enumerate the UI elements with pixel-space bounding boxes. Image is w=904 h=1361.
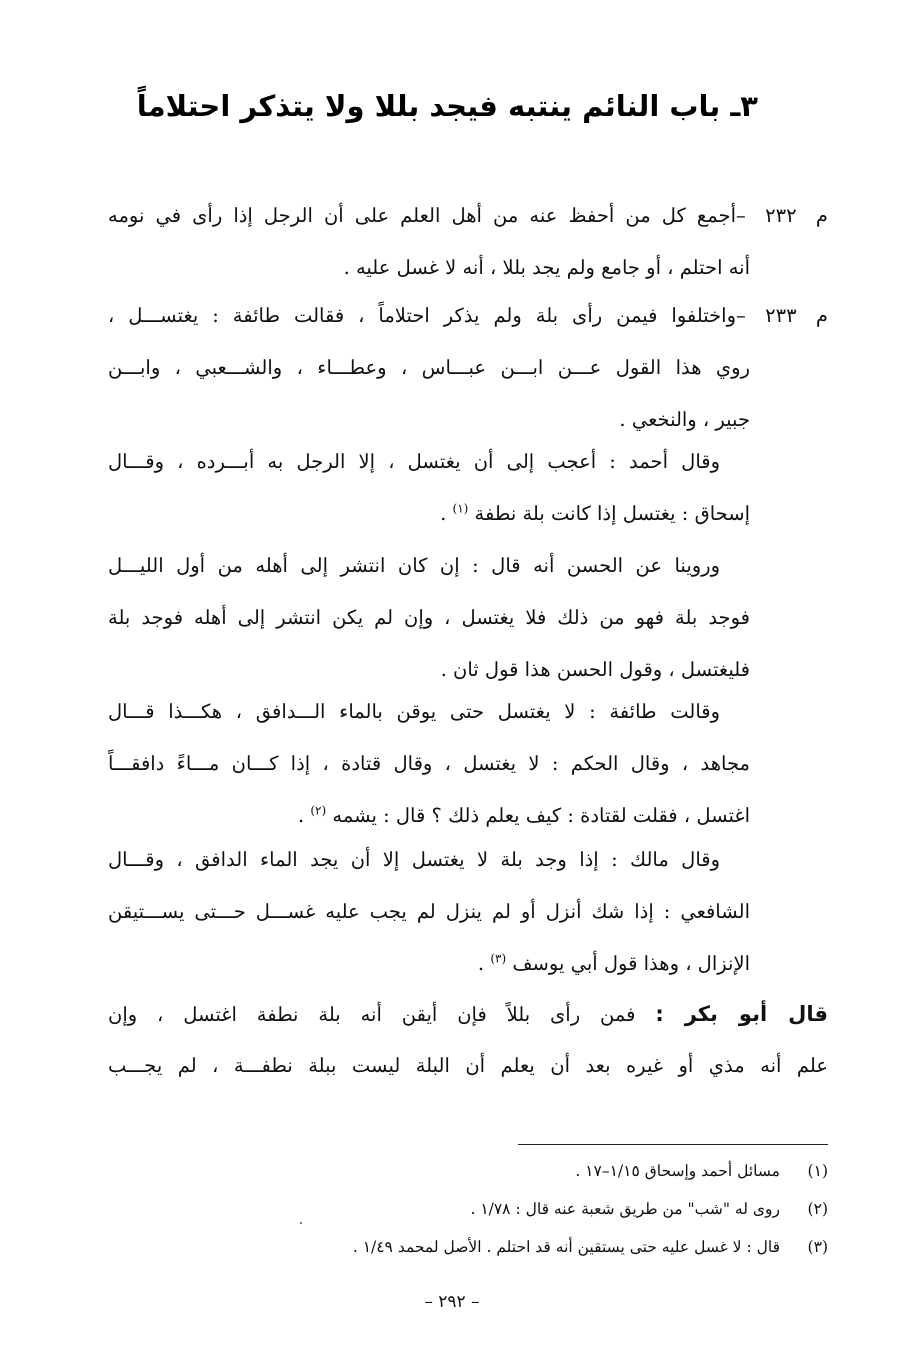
- paragraph-taifa: [108, 686, 750, 842]
- paragraph-taifa-line-1: وقالت طائفة : لا يغتسل حتى يوقن بالماء الـــدافق ، هكـــذا قـــال: [108, 700, 720, 723]
- footnote-ref-3[interactable]: (٣): [490, 951, 507, 966]
- paragraph-malik-line-3: الإنزال ، وهذا قول أبي يوسف $^{(٣)}$ .: [477, 951, 750, 975]
- issue-233: [108, 290, 828, 446]
- footnote-1: (١)مسائل أحمد وإسحاق ١/١٥–١٧ .: [575, 1162, 828, 1180]
- paragraph-ahmad-line-2: إسحاق : يغتسل إذا كانت بلة نطفة $^{(١)}$ .: [440, 501, 750, 525]
- paragraph-malik-line-1: وقال مالك : إذا وجد بلة لا يغتسل إلا أن يجد الماء الدافق ، وقـــال: [108, 848, 720, 871]
- issue-233-number: م ٢٣٣ –: [736, 304, 828, 327]
- issue-232-line-2: أنه احتلم ، أو جامع ولم يجد بللا ، أنه لا غسل عليه .: [343, 256, 750, 279]
- footnotes: [108, 1152, 828, 1266]
- paragraph-hasan-line-1: وروينا عن الحسن أنه قال : إن كان انتشر إلى أهله من أول الليـــل: [108, 554, 720, 577]
- footnote-ref-2[interactable]: (٢): [310, 803, 327, 818]
- issue-232: [108, 190, 828, 294]
- footnote-2: (٢)روى له "شب" من طريق شعبة عنه قال : ١/٧٨ .: [470, 1200, 828, 1218]
- paragraph-abu-bakr-line-1: قال أبو بكر : فمن رأى بللاً فإن أيقن أنه بلة نطفة اغتسل ، وإن: [108, 1002, 828, 1026]
- paragraph-abu-bakr: [108, 988, 828, 1092]
- book-page: [108, 0, 828, 1361]
- paragraph-malik-line-2: الشافعي : إذا شك أنزل أو لم ينزل لم يجب عليه غســـل حـــتى يســـتيقن: [108, 900, 750, 923]
- abu-bakr-lead: قال أبو بكر :: [655, 1002, 828, 1026]
- issue-232-number: م ٢٣٢ –: [736, 204, 828, 227]
- scan-speck: [300, 1222, 302, 1224]
- paragraph-taifa-line-3: اغتسل ، فقلت لقتادة : كيف يعلم ذلك ؟ قال : يشمه $^{(٢)}$ .: [297, 803, 750, 827]
- paragraph-hasan: [108, 540, 750, 696]
- paragraph-hasan-line-3: فليغتسل ، وقول الحسن هذا قول ثان .: [440, 658, 750, 681]
- paragraph-abu-bakr-line-2: علم أنه مذي أو غيره بعد أن يعلم أن البلة ليست ببلة نطفـــة ، لم يجـــب: [108, 1054, 828, 1077]
- paragraph-ahmad: [108, 436, 750, 540]
- chapter-title: ٣ـ باب النائم ينتبه فيجد بللا ولا يتذكر احتلاماً: [136, 89, 758, 123]
- footnote-3: (٣)قال : لا غسل عليه حتى يستقين أنه قد احتلم . الأصل لمحمد ١/٤٩ .: [352, 1238, 828, 1256]
- page-number: – ٢٩٢ –: [424, 1292, 480, 1312]
- paragraph-malik: [108, 834, 750, 990]
- footnote-divider: [518, 1144, 828, 1145]
- footnote-ref-1[interactable]: (١): [452, 501, 469, 516]
- issue-233-line-2: روي هذا القول عـــن ابـــن عبـــاس ، وعطـــاء ، والشـــعبي ، وابـــن: [108, 356, 750, 379]
- issue-233-line-3: جبير ، والنخعي .: [619, 408, 750, 431]
- paragraph-hasan-line-2: فوجد بلة فهو من ذلك فلا يغتسل ، وإن لم يكن انتشر إلى أهله فوجد بلة: [108, 606, 750, 629]
- issue-233-line-1: م ٢٣٣ –واختلفوا فيمن رأى بلة ولم يذكر احتلاماً ، فقالت طائفة : يغتســـل ،: [108, 290, 828, 342]
- paragraph-taifa-line-2: مجاهد ، وقال الحكم : لا يغتسل ، وقال قتادة ، إذا كـــان مـــاءً دافقـــاً: [108, 752, 750, 775]
- paragraph-ahmad-line-1: وقال أحمد : أعجب إلى أن يغتسل ، إلا الرجل به أبـــرده ، وقـــال: [108, 450, 720, 473]
- issue-232-line-1: م ٢٣٢ –أجمع كل من أحفظ عنه من أهل العلم على أن الرجل إذا رأى في نومه: [108, 190, 828, 242]
